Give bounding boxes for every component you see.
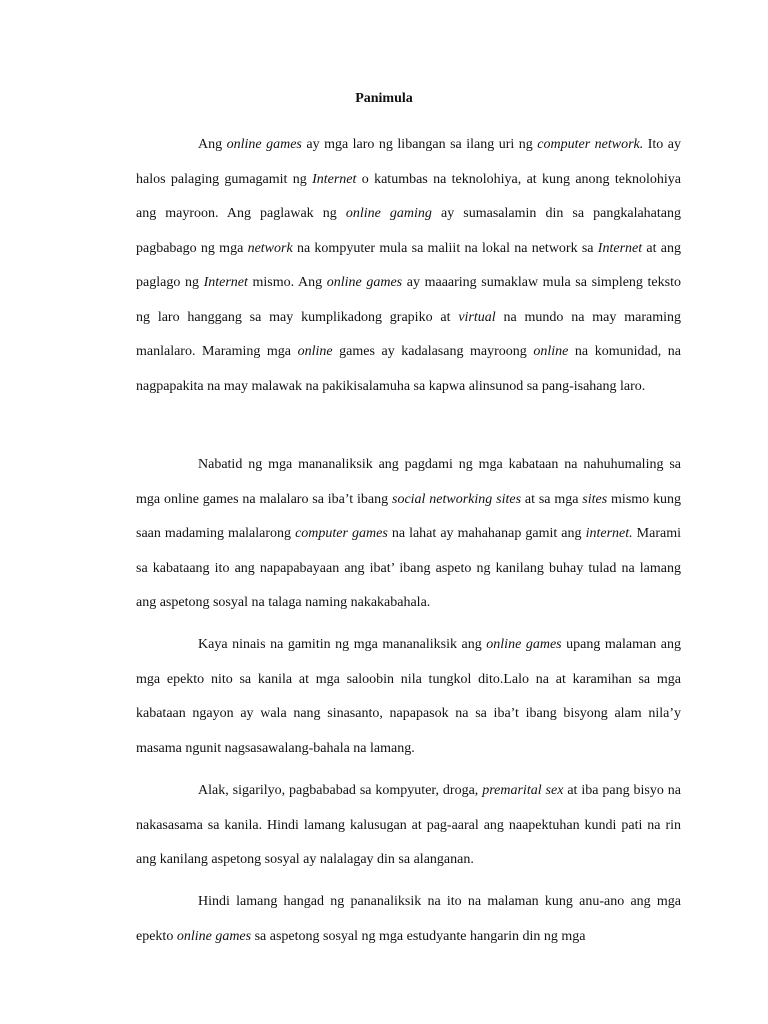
italic-text-run: computer games xyxy=(295,526,388,541)
italic-text-run: social networking sites xyxy=(392,491,522,507)
text-run: at iba pang bisyo na nakasasama sa kanila. Hindi lamang kalusugan at pag-aaral ang naapektuhan kundi pati na rin ang kanilang aspetong sosyal ay nalalagay din sa alanganan. xyxy=(136,783,681,867)
text-run: o katumbas na teknolohiya, at kung anong teknolohiya ang mayroon. Ang paglawak ng xyxy=(136,171,681,221)
text-run: Marami sa kabataang ito ang napapabayaan ang ibat’ ibang aspeto ng kanilang buhay tulad na lamang ang aspetong sosyal na talaga naming nakakabahala. xyxy=(136,526,681,610)
document-title: Panimula xyxy=(355,91,413,106)
text-run: ay mga laro ng libangan sa ilang uri ng xyxy=(301,137,538,152)
italic-text-run: Internet xyxy=(312,171,357,187)
text-run: na kompyuter mula sa maliit na lokal na network sa xyxy=(292,240,598,256)
italic-text-run: online games xyxy=(176,928,252,944)
italic-text-run: online gaming xyxy=(345,206,432,221)
italic-text-run: online xyxy=(533,344,569,359)
text-run: Kaya ninais na gamitin ng mga mananaliksik ang xyxy=(198,637,487,652)
paragraph-2 xyxy=(136,448,681,621)
text-run: ay maaaring sumaklaw mula sa simpleng teksto ng laro hanggang sa may kumplikadong grapiko at xyxy=(136,275,681,325)
italic-text-run: online games xyxy=(226,137,302,152)
text-run: Nabatid ng mga mananaliksik ang pagdami ng mga kabataan na nahuhumaling sa mga online games na malalaro sa iba’t ibang xyxy=(136,457,681,507)
text-run: Ang xyxy=(198,137,227,152)
italic-text-run: virtual xyxy=(458,309,496,325)
text-run: Alak, sigarilyo, pagbababad sa kompyuter, droga, xyxy=(198,783,483,798)
italic-text-run: network xyxy=(247,240,293,256)
text-run: mismo. Ang xyxy=(247,275,327,290)
italic-text-run: internet. xyxy=(585,526,633,541)
italic-text-run: Internet xyxy=(203,275,248,290)
italic-text-run: online xyxy=(297,344,333,359)
italic-text-run: online games xyxy=(486,637,562,652)
text-run: Hindi lamang hangad ng pananaliksik na ito na malaman kung anu-ano ang mga epekto xyxy=(136,894,681,944)
paragraph-4 xyxy=(136,774,681,878)
text-run: upang malaman ang mga epekto nito sa kanila at mga saloobin nila tungkol dito.Lalo na at karamihan sa mga kabataan ngayon ay wala nang sinasanto, napapasok na sa iba’t ibang bisyong alam nila’y masama ngunit nagsasawalang-bahala na lamang. xyxy=(136,637,681,756)
text-run: mismo kung saan madaming malalarong xyxy=(136,491,681,541)
text-run: at ang paglago ng xyxy=(136,240,681,290)
text-run: na komunidad, na nagpapakita na may malawak na pakikisalamuha sa kapwa alinsunod sa pang-isahang laro. xyxy=(136,344,681,394)
text-run: na mundo na may maraming manlalaro. Maraming mga xyxy=(136,309,681,359)
text-run: Ito ay halos palaging gumagamit ng xyxy=(136,137,682,187)
paragraph-1 xyxy=(136,128,681,404)
text-run: games ay kadalasang mayroong xyxy=(332,344,534,359)
paragraph-5 xyxy=(136,885,681,954)
italic-text-run: Internet xyxy=(597,240,643,256)
text-run: at sa mga xyxy=(521,491,583,507)
text-run: na lahat ay mahahanap gamit ang xyxy=(387,526,586,541)
text-run: sa aspetong sosyal ng mga estudyante hangarin din ng mga xyxy=(251,928,586,944)
italic-text-run: online games xyxy=(326,275,403,290)
italic-text-run: premarital sex xyxy=(482,783,564,798)
text-run: ay sumasalamin din sa pangkalahatang pagbabago ng mga xyxy=(136,206,682,256)
paragraph-3 xyxy=(136,628,681,766)
italic-text-run: computer network. xyxy=(537,137,644,152)
italic-text-run: sites xyxy=(582,491,608,507)
